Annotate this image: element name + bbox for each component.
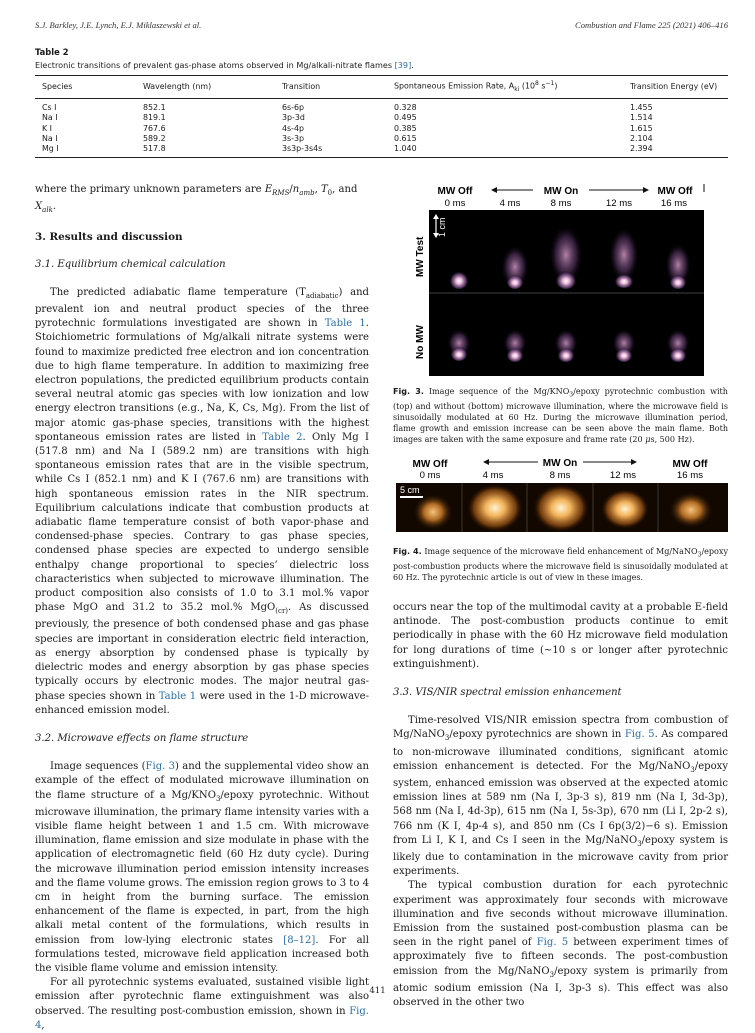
fig3-flame-bottom — [615, 346, 633, 362]
fig3-arrowhead-left — [491, 187, 497, 193]
table-cell: 589.2 — [143, 133, 166, 143]
table-cell: 0.615 — [394, 133, 417, 143]
fig4-glow — [413, 494, 453, 530]
fig3-flame-top — [506, 273, 524, 289]
intro-comma: , — [314, 184, 321, 195]
figure-4-image — [393, 456, 728, 536]
paragraph-equilibrium — [35, 286, 369, 718]
table-2 — [35, 47, 728, 158]
symbol-e: E — [264, 184, 273, 195]
fig4-time: 4 ms — [482, 470, 504, 481]
text-run: For all pyrotechnic systems evaluated, sustained visible light emission after pyrotechnic flame extinguishment was also observed. The resulting post-combustion emission, shown in — [35, 977, 369, 1017]
fig3-arrowhead-right — [643, 187, 649, 193]
text-run: . Only Mg I (517.8 nm) and Na I (589.2 nm) are transitions with high spontaneous emission rates that are in the visible spectrum, while Cs I (852.1 nm) and K I (767.6 nm) are transitions with high spontaneous emission rates in the NIR spectrum. Equilibrium calculations indicate that combustion products at adiabatic flame temperature consist of both vapor-phase and condensed-phase species. Contrary to gas phase species, condensed phase species are expected to undergo sensible enthalpy change proportional to species’ dielectric loss characteristics when subjected to microwave illumination. The product composition also consists of 1.0 to 3.1 mol.% vapor phase MgO and 31.2 to 35.2 mol.% MgO — [35, 431, 370, 614]
subsection-heading-3-3: 3.3. VIS/NIR spectral emission enhancement — [393, 687, 622, 699]
text-run: . As compared to non-microwave illuminated conditions, significant atomic emission enhancement is detected. For the Mg/NaNO — [393, 729, 729, 772]
table-row — [35, 144, 728, 158]
symbol-x-sub: alk — [42, 206, 53, 215]
table-row — [35, 124, 728, 134]
fig3-time: 16 ms — [660, 198, 688, 209]
table-cell: Na I — [42, 113, 58, 123]
fig4-label-mw-off-end: MW Off — [672, 459, 708, 470]
paragraph-spectra — [393, 714, 728, 879]
table-caption-end: . — [411, 60, 414, 70]
fig4-label-mw-on: MW On — [542, 458, 578, 469]
text-run: Image sequences ( — [50, 761, 146, 773]
table-cell: 1.455 — [630, 103, 653, 113]
fig4-time: 16 ms — [676, 470, 704, 481]
fig3-time: 4 ms — [499, 198, 521, 209]
figure-3 — [393, 183, 728, 446]
table-cell: 0.495 — [394, 113, 417, 123]
text-sub: 3 — [697, 551, 702, 559]
fig3-label-mw-off-end: MW Off — [657, 186, 693, 197]
table-row — [35, 99, 728, 114]
text-run: /epoxy pyrotechnic. Without microwave illumination, the primary flame intensity varies with a visible flame height between 1 and 1.5 cm. With microwave illumination, flame emission and size modulate in phase with the application of electromagnetic field (60 Hz duty cycle). During the microwave illumination period emission intensity increases and the flame volume grows. The emission region grows to 3 to 4 cm in height from the burning surface. The emission enhancement of the flame is expected, in part, from the high alkali metal content of the formulations, which results in emission from low-lying electronic states — [35, 789, 369, 946]
table-cell: 852.1 — [143, 103, 166, 113]
table-cell: Na I — [42, 133, 58, 143]
text-run: Time-resolved VIS/NIR emission spectra from combustion of Mg/NaNO — [393, 715, 728, 741]
table-caption-ref[interactable]: [39] — [394, 60, 412, 70]
emission-rate-unit-exp: 8 — [535, 80, 539, 87]
table-cell: K I — [42, 123, 53, 133]
figure-4-caption-label: Fig. 4. — [393, 547, 422, 556]
emission-rate-sub: ki — [514, 86, 520, 94]
table-cell: 3s-3p — [282, 133, 305, 143]
col-header-energy: Transition Energy (eV) — [630, 82, 718, 92]
text-sub: 3 — [690, 765, 695, 774]
fig3-flame-bottom — [557, 346, 575, 362]
intro-text: where the primary unknown parameters are — [35, 184, 265, 195]
text-run: between experiment times of approximately five to fifteen seconds. The post-combustion emission from the Mg/NaNO — [393, 937, 728, 977]
table-header-row — [35, 76, 728, 99]
fig4-glow — [533, 484, 589, 532]
symbol-slash: / — [289, 184, 293, 195]
fig4-arrowhead-left — [483, 459, 489, 465]
text-run: ) and the supplemental video show an example of the effect of modulated microwave illumination on the flame structure of a Mg/KNO — [35, 761, 369, 801]
text-run: ) and prevalent ion and neutral product species of the three pyrotechnic formulations investigated are shown in — [35, 286, 369, 330]
fig3-label-mw-off-start: MW Off — [437, 186, 473, 197]
fig3-flame-bottom — [506, 346, 524, 362]
text-sub: 3 — [569, 391, 574, 399]
emission-rate-unit-exp2: −1 — [545, 80, 555, 87]
col-header-emission-rate — [387, 76, 623, 99]
table-label: Table 2 — [35, 47, 69, 57]
fig4-time: 8 ms — [549, 470, 571, 481]
paragraph-flame-structure — [35, 760, 369, 976]
header-authors: S.J. Barkley, J.E. Lynch, E.J. Miklaszewski et al. — [35, 20, 202, 30]
symbol-x: X — [35, 201, 43, 213]
col-header-species: Species — [42, 82, 73, 92]
text-run: Image sequence of the Mg/KNO — [423, 387, 570, 396]
fig4-glow — [467, 484, 523, 532]
fig3-flame-top — [669, 273, 687, 289]
fig4-time: 12 ms — [609, 470, 637, 481]
symbol-t-sub: 0 — [327, 189, 333, 197]
table-cell: 4s-4p — [282, 123, 305, 133]
fig4-scale-label: 5 cm — [400, 485, 420, 495]
table-cell: 6s-6p — [282, 103, 305, 113]
table-cell: 1.514 — [630, 113, 653, 123]
table-cell: 0.385 — [394, 123, 417, 133]
text-run: . As discussed previously, the presence of both condensed phase and gas phase species are important in consideration electric field interaction, as energy absorption by condensed phase is typically by dielectric modes and energy absorption by gas phase species typically occurs by electronic modes. The major neutral gas-phase species shown in — [35, 602, 369, 702]
table-cell: 1.615 — [630, 123, 653, 133]
text-run: The typical combustion duration for each pyrotechnic experiment was approximately four seconds with microwave illumination and five seconds without microwave illumination. Emission from the sustained post-combustion plasma can be seen in the right panel of — [393, 880, 728, 949]
intro-line — [35, 183, 369, 217]
fig3-time: 12 ms — [605, 198, 633, 209]
emission-rate-unit-prefix: (10 — [519, 81, 535, 91]
subsection-heading-3-1: 3.1. Equilibrium chemical calculation — [35, 258, 226, 270]
table-cell: 3s3p-3s4s — [282, 144, 323, 154]
left-column — [35, 183, 369, 1033]
text-run: /epoxy system is likely due to contamination in the microwave cavity from prior experiments. — [393, 834, 728, 878]
fig3-flame-top — [614, 272, 634, 288]
paragraph-continuation: occurs near the top of the multimodal cavity at a probable E-field antinode. The post-combustion products continue to emit periodically in phase with the 60 Hz microwave field modulation for long durations of time (~10 s or longer after pyrotechnic extinguishment). — [393, 602, 728, 670]
right-column — [393, 601, 728, 1010]
fig4-label-mw-off-start: MW Off — [412, 459, 448, 470]
symbol-mu: μ — [645, 435, 651, 445]
ref-fig-5[interactable]: Fig. 5 — [624, 729, 655, 741]
ref-citation[interactable]: [8–12] — [283, 934, 316, 946]
intro-period: . — [52, 201, 57, 213]
fig3-label-mw-on: MW On — [543, 186, 579, 197]
text-run: , — [41, 1019, 45, 1031]
text-run: were used in the 1-D microwave-enhanced emission model. — [35, 690, 369, 716]
ref-fig-5[interactable]: Fig. 5 — [536, 937, 569, 949]
figure-3-caption-label: Fig. 3. — [393, 387, 424, 396]
col-header-transition: Transition — [282, 82, 321, 92]
table-row — [35, 113, 728, 123]
fig3-scale-label: 1 cm — [437, 217, 447, 237]
fig3-flame-bottom — [669, 346, 687, 362]
text-sub: 3 — [637, 839, 642, 848]
col-header-wavelength: Wavelength (nm) — [143, 82, 212, 92]
header-journal: Combustion and Flame 225 (2021) 406–416 — [574, 20, 728, 30]
table-cell: Mg I — [42, 144, 59, 154]
symbol-t: T — [320, 184, 328, 195]
emission-rate-unit-suffix: ) — [554, 81, 558, 91]
figure-4-caption — [393, 546, 728, 583]
fig3-time: 8 ms — [550, 198, 572, 209]
fig3-flame-bottom — [450, 345, 468, 361]
text-run: /epoxy pyrotechnic combustion with (top) and without (bottom) microwave illumination, where the microwave field is sinusoidally modulated at 60 Hz. During the microwave illumination period, flame growth and emission increase can be seen above the main flame. Both images are taken with the same exposure and frame rate (20 — [393, 387, 728, 445]
text-run: . Stoichiometric formulations of Mg/alkali nitrate systems were found to maximize predicted free electron and ion concentration due to high flame temperature. In addition to maximizing free electron populations, the predicted equilibrium products contain several neutral atomic gas species with low ionization and low energy electron transitions (e.g., Na, K, Cs, Mg). From the list of major atomic gas-phase species, transitions with the highest spontaneous emission rates are listed in — [35, 318, 369, 443]
emission-rate-label: Spontaneous Emission Rate, A — [394, 81, 515, 91]
figure-3-caption — [393, 386, 728, 446]
fig4-time: 0 ms — [419, 470, 441, 481]
intro-and: , and — [332, 184, 358, 195]
symbol-n: n — [292, 184, 300, 195]
section-heading-results: 3. Results and discussion — [35, 231, 183, 244]
fig4-arrowhead-right — [631, 459, 637, 465]
table-row — [35, 134, 728, 144]
table-cell: 2.104 — [630, 133, 653, 143]
fig4-glow — [669, 492, 713, 528]
table-cell: 767.6 — [143, 123, 166, 133]
table-cell: 2.394 — [630, 144, 653, 154]
text-run: s, 500 Hz). — [650, 435, 695, 445]
text-sub: adiabatic — [305, 291, 339, 300]
ref-table-1[interactable]: Table 1 — [158, 690, 197, 702]
table-cell: Cs I — [42, 103, 57, 113]
text-sub: 3 — [215, 794, 221, 803]
text-run: /epoxy system, enhanced emission was observed at the expected atomic emission lines at 589 nm (Na I, 3p-3 s), 819 nm (Na I, 3d-3p), 568 nm (Na I, 4d-3p), 615 nm (Na I, 5s-3p), 670 nm (Li I, 2p-2 s), 766 nm (K I, 4p-4 s), and 850 nm (Cs I 6p(3/2)−6 s). Emission from Li I, K I, and Cs I seen in the Mg/NaNO — [393, 760, 728, 846]
symbol-n-sub: amb — [299, 189, 315, 197]
table-cell: 819.1 — [143, 113, 166, 123]
fig3-time: 0 ms — [444, 198, 466, 209]
fig3-flame-top — [449, 269, 469, 289]
emission-rate-unit-mid: s — [538, 81, 546, 91]
transitions-table — [35, 75, 728, 158]
fig3-row-label-mw-test: MW Test — [415, 236, 426, 277]
table-cell: 1.040 — [394, 144, 417, 154]
text-run: Image sequence of the microwave field enhancement of Mg/NaNO — [421, 547, 698, 556]
text-sub: 3 — [549, 970, 555, 979]
figure-3-image — [393, 183, 728, 376]
ref-table-2[interactable]: Table 2 — [262, 431, 303, 443]
ref-fig-4[interactable]: Fig. 4 — [35, 1005, 369, 1031]
subsection-heading-3-2: 3.2. Microwave effects on flame structure — [35, 732, 249, 744]
fig3-row-label-no-mw: No MW — [415, 325, 426, 359]
fig3-flame-top — [555, 269, 577, 289]
page-number: 411 — [369, 986, 386, 996]
table-cell: 517.8 — [143, 144, 166, 154]
ref-table-1[interactable]: Table 1 — [324, 318, 366, 330]
table-caption — [35, 60, 728, 70]
table-cell: 0.328 — [394, 103, 417, 113]
table-caption-text: Electronic transitions of prevalent gas-phase atoms observed in Mg/alkali-nitrate flames — [35, 60, 395, 70]
figure-4 — [393, 456, 728, 583]
text-sub: 3 — [444, 734, 450, 743]
text-run: The predicted adiabatic flame temperature (T — [50, 286, 306, 298]
fig4-glow — [601, 489, 649, 529]
symbol-e-sub: RMS — [272, 189, 290, 197]
text-run: /epoxy pyrotechnics are shown in — [449, 729, 625, 741]
text-run: /epoxy post-combustion products where the microwave field is sinusoidally modulated at 60 Hz. The pyrotechnic article is out of view in these images. — [393, 547, 728, 583]
table-cell: 3p-3d — [282, 113, 305, 123]
text-run: /epoxy system is primarily from atomic sodium emission (Na I, 3p-3 s). This effect was also observed in the other two — [393, 965, 728, 1009]
ref-fig-3[interactable]: Fig. 3 — [145, 761, 176, 773]
text-sub: (cr) — [275, 607, 289, 616]
text-run: . For all formulations tested, microwave field application increased both the visible flame volume and emission intensity. — [35, 934, 369, 974]
